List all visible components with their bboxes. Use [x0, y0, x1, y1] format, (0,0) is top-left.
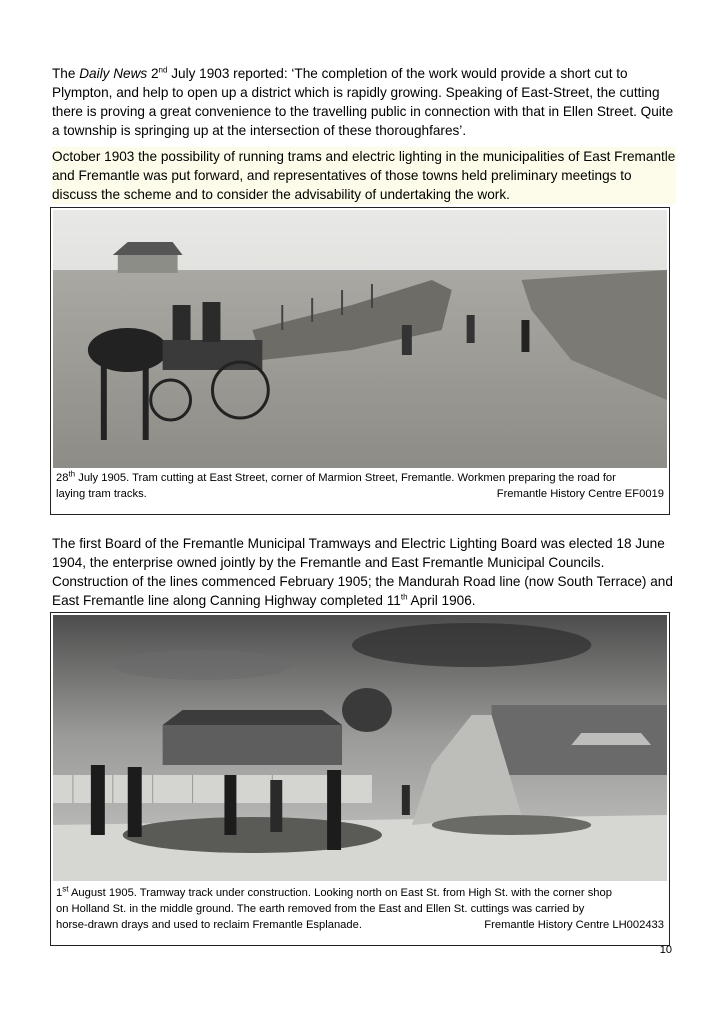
caption-2-sup: st — [62, 884, 69, 894]
page-number: 10 — [659, 944, 672, 956]
p1-sup: nd — [158, 65, 168, 75]
caption-1-line-2: laying tram tracks. — [56, 488, 147, 500]
figure-1-caption — [56, 470, 664, 502]
figure-1 — [50, 207, 670, 515]
photo-tram-cutting-east-street — [53, 210, 667, 468]
p1-text-a: The — [52, 66, 80, 81]
photo-tramway-construction — [53, 615, 667, 881]
paragraph-3 — [52, 534, 676, 610]
p1-text-c: July 1903 reported: ‘The completion of the work would provide a short cut to Plympton, and help to open up a district which is rapidly growing. Speaking of East-Street, the cutting there is proving a great convenience to the travelling public in connection with that in Ellen Street. Quite a township is springing up at the intersection of these thoroughfares’. — [52, 66, 674, 138]
caption-1-credit: Fremantle History Centre EF0019 — [496, 488, 664, 500]
p3-text-a: The first Board of the Fremantle Municipal Tramways and Electric Lighting Board was elected 18 June 1904, the enterprise owned jointly by the Fremantle and East Fremantle Municipal Councils. Construction of the lines commenced February 1905; the Mandurah Road line (now South Terrace) and East Fremantle line along Canning Highway completed 11 — [52, 536, 673, 608]
paragraph-1 — [52, 64, 676, 140]
caption-2-credit: Fremantle History Centre LH002433 — [484, 919, 664, 931]
figure-2 — [50, 612, 670, 946]
p3-sup: th — [400, 592, 408, 602]
newspaper-title: Daily News — [79, 66, 148, 81]
caption-2-line-1: August 1905. Tramway track under construction. Looking north on East St. from High St. with the corner shop — [68, 887, 612, 899]
caption-2-line-3: horse-drawn drays and used to reclaim Fremantle Esplanade. — [56, 919, 362, 931]
caption-1-line-1: July 1905. Tram cutting at East Street, corner of Marmion Street, Fremantle. Workmen preparing the road for — [75, 472, 616, 484]
caption-2-line-2: on Holland St. in the middle ground. The earth removed from the East and Ellen St. cuttings was carried by — [56, 903, 585, 915]
paragraph-2 — [52, 147, 676, 204]
p3-text-b: April 1906. — [407, 593, 476, 608]
caption-1-sup: th — [68, 469, 76, 479]
caption-2-day: 1 — [56, 887, 63, 899]
p1-text-b: 2 — [147, 66, 159, 81]
figure-2-caption — [56, 885, 664, 933]
caption-1-day: 28 — [56, 472, 69, 484]
p2-text: October 1903 the possibility of running trams and electric lighting in the municipalities of East Fremantle and Fremantle was put forward, and representatives of those towns held preliminary meetings to discuss the scheme and to consider the advisability of undertaking the work. — [52, 149, 676, 202]
